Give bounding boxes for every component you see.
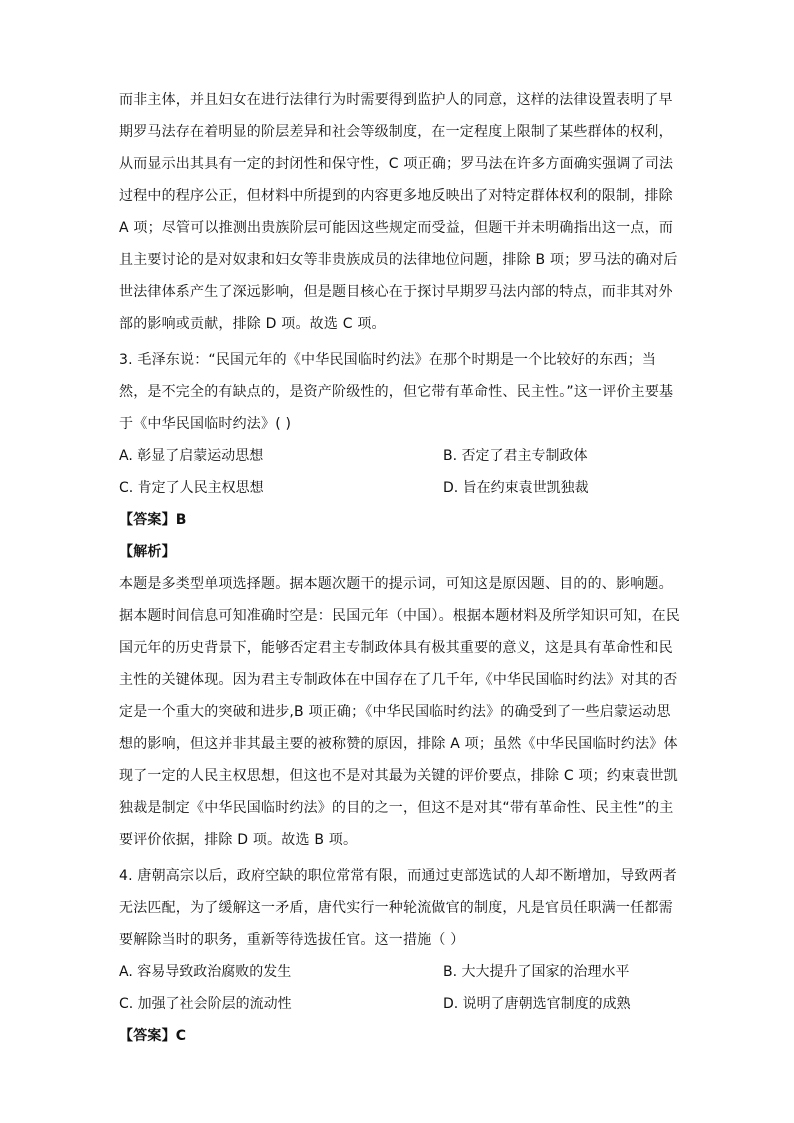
question-3-answer: 【答案】B <box>119 512 187 528</box>
question-4-stem: 要解除当时的职务，重新等待选拔任官。这一措施（ ） <box>119 932 465 948</box>
text-line: 从而显示出其具有一定的封闭性和保守性，C 项正确；罗马法在许多方面确实强调了司法 <box>119 156 674 172</box>
question-3-stem: 于《中华民国临时约法》( ) <box>119 416 292 432</box>
analysis-line: 要评价依据，排除 D 项。故选 B 项。 <box>119 832 358 848</box>
analysis-line: 定是一个重大的突破和进步,B 项正确；《中华民国临时约法》的确受到了一些启蒙运动思 <box>119 704 671 720</box>
question-3-analysis-label: 【解析】 <box>119 544 176 560</box>
analysis-line: 主性的关键体现。因为君主专制政体在中国存在了几千年,《中华民国临时约法》对其的否 <box>119 672 678 688</box>
question-4-option-c: C. 加强了社会阶层的流动性 <box>119 996 292 1012</box>
analysis-line: 独裁是制定《中华民国临时约法》的目的之一，但这不是对其“带有革命性、民主性”的主 <box>119 800 674 816</box>
text-line: 部的影响或贡献，排除 D 项。故选 C 项。 <box>119 316 386 332</box>
text-line: 期罗马法存在着明显的阶层差异和社会等级制度，在一定程度上限制了某些群体的权利， <box>119 124 673 140</box>
analysis-line: 现了一定的人民主权思想，但这也不是对其最为关键的评价要点，排除 C 项；约束袁世凯 <box>119 768 678 784</box>
analysis-line: 本题是多类型单项选择题。据本题次题干的提示词，可知这是原因题、目的的、影响题。 <box>119 576 673 592</box>
text-line: 过程中的程序公正，但材料中所提到的内容更多地反映出了对特定群体权利的限制，排除 <box>119 188 673 204</box>
question-4-option-a: A. 容易导致政治腐败的发生 <box>119 964 292 980</box>
text-line: 而非主体，并且妇女在进行法律行为时需要得到监护人的同意，这样的法律设置表明了早 <box>119 92 673 108</box>
text-line: A 项；尽管可以推测出贵族阶层可能因这些规定而受益，但题干并未明确指出这一点，而 <box>119 220 674 236</box>
analysis-line: 据本题时间信息可知准确时空是：民国元年（中国）。根据本题材料及所学知识可知，在民 <box>119 608 680 624</box>
text-line: 且主要讨论的是对奴隶和妇女等非贵族成员的法律地位问题，排除 B 项；罗马法的确对后 <box>119 252 678 268</box>
analysis-line: 想的影响，但这并非其最主要的被称赞的原因，排除 A 项；虽然《中华民国临时约法》体 <box>119 736 678 752</box>
question-3-option-d: D. 旨在约束袁世凯独裁 <box>443 480 589 496</box>
question-3-option-c: C. 肯定了人民主权思想 <box>119 480 264 496</box>
question-3-stem: 然，是不完全的有缺点的，是资产阶级性的，但它带有革命性、民主性。”这一评价主要基 <box>119 384 674 400</box>
question-4-option-d: D. 说明了唐朝选官制度的成熟 <box>443 996 631 1012</box>
question-3-stem: 3. 毛泽东说：“民国元年的《中华民国临时约法》在那个时期是一个比较好的东西；当 <box>119 352 657 368</box>
question-4-stem: 无法匹配，为了缓解这一矛盾，唐代实行一种轮流做官的制度，凡是官员任职满一任都需 <box>119 900 673 916</box>
question-4-option-b: B. 大大提升了国家的治理水平 <box>443 964 630 980</box>
question-4-answer: 【答案】C <box>119 1028 187 1044</box>
question-3-option-a: A. 彰显了启蒙运动思想 <box>119 448 264 464</box>
question-4-stem: 4. 唐朝高宗以后，政府空缺的职位常常有限，而通过吏部选试的人却不断增加，导致两者 <box>119 868 678 884</box>
question-3-option-b: B. 否定了君主专制政体 <box>443 448 588 464</box>
text-line: 世法律体系产生了深远影响，但是题目核心在于探讨早期罗马法内部的特点，而非其对外 <box>119 284 673 300</box>
analysis-line: 国元年的历史背景下，能够否定君主专制政体具有极其重要的意义，这是具有革命性和民 <box>119 640 673 656</box>
